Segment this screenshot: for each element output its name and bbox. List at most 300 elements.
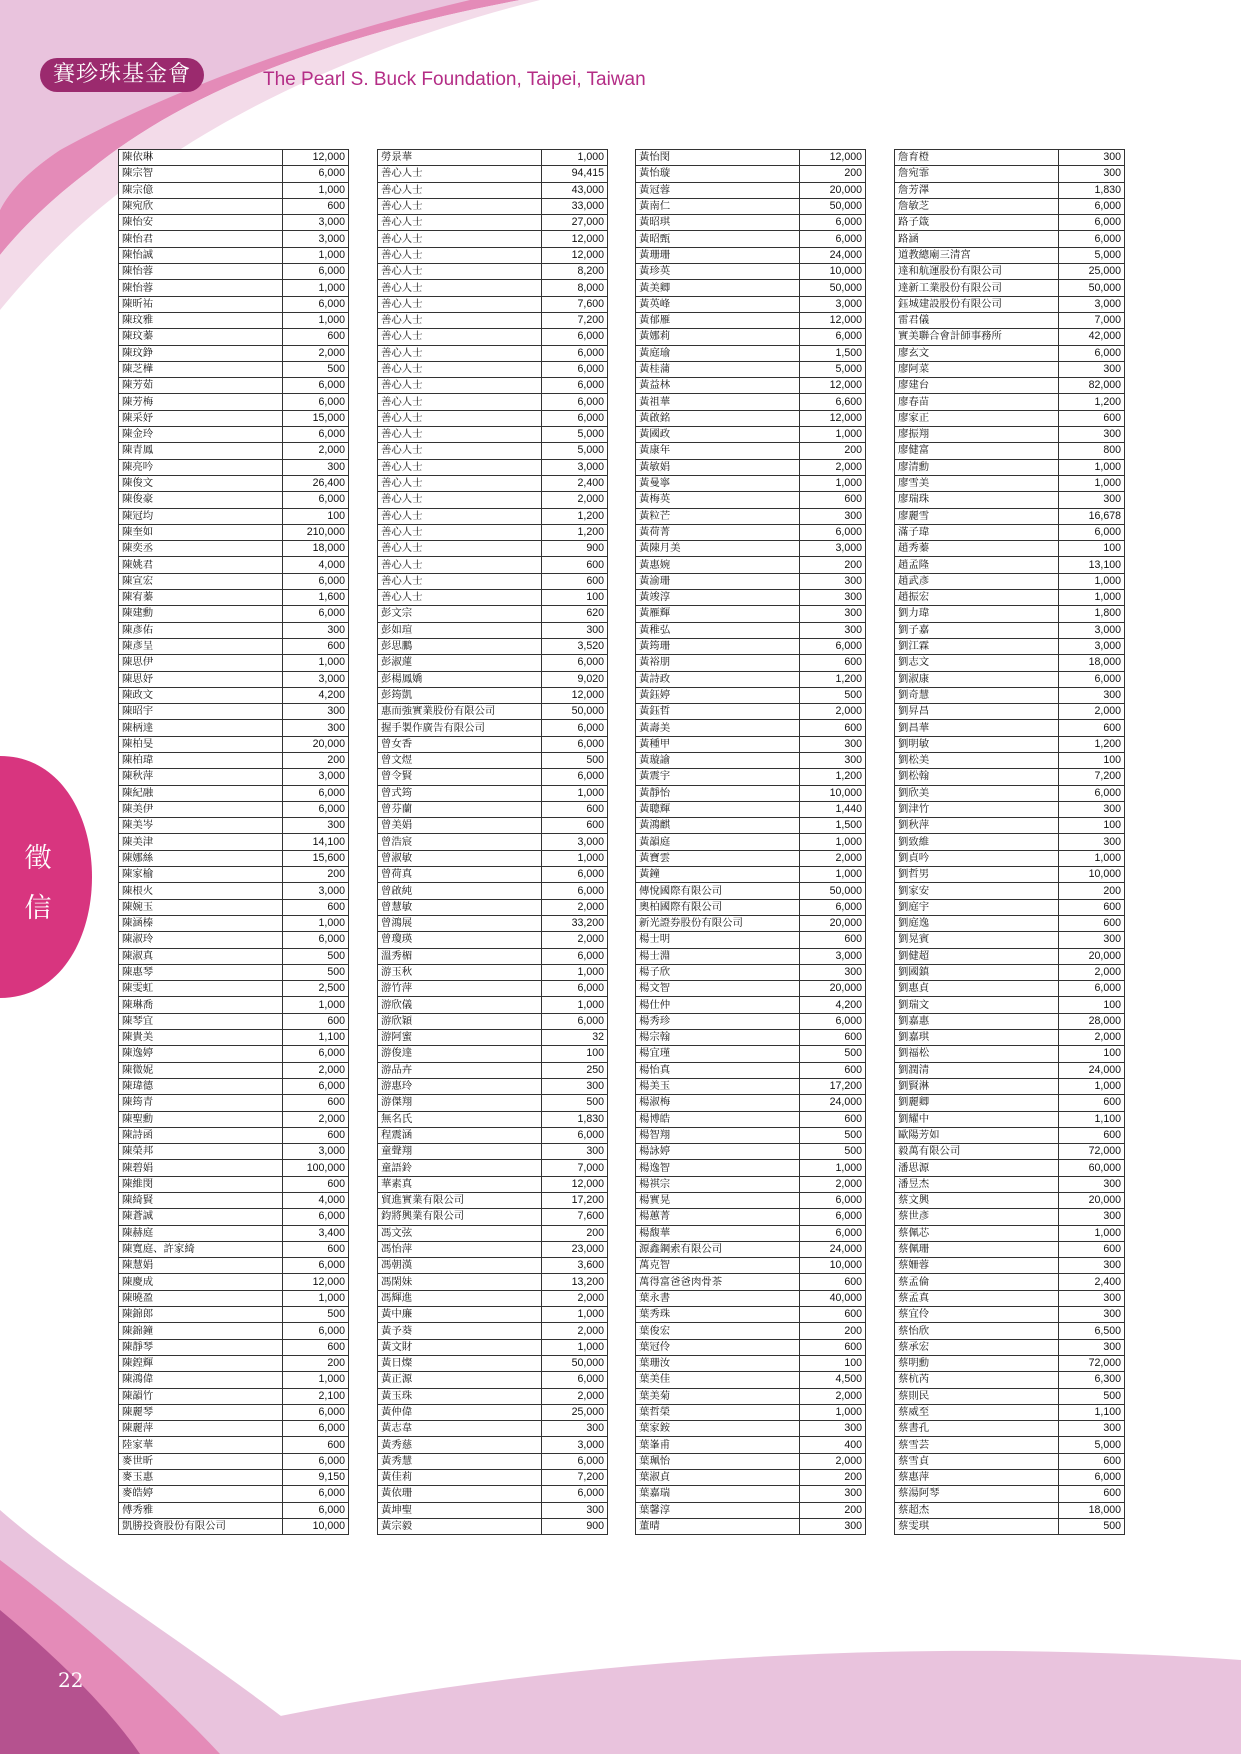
donation-amount: 1,000 bbox=[542, 1307, 608, 1323]
donor-name: 陳奎如 bbox=[119, 524, 283, 540]
donor-name: 蔡湯阿琴 bbox=[895, 1486, 1059, 1502]
donation-amount: 400 bbox=[800, 1437, 866, 1453]
donor-name: 楊智翔 bbox=[636, 1127, 800, 1143]
donation-amount: 300 bbox=[800, 736, 866, 752]
donation-amount: 1,100 bbox=[1059, 1111, 1125, 1127]
donation-amount: 100 bbox=[542, 1046, 608, 1062]
donor-name: 善心人士 bbox=[378, 475, 542, 491]
donor-name: 彭思鵬 bbox=[378, 638, 542, 654]
donor-row bbox=[378, 964, 608, 980]
donor-row bbox=[895, 1470, 1125, 1486]
donation-amount: 10,000 bbox=[1059, 867, 1125, 883]
donor-name: 廖阿菜 bbox=[895, 361, 1059, 377]
donor-row bbox=[378, 1095, 608, 1111]
donation-amount: 17,200 bbox=[800, 1078, 866, 1094]
donor-row bbox=[636, 981, 866, 997]
donation-amount: 1,000 bbox=[283, 280, 349, 296]
donor-name: 黃稚弘 bbox=[636, 622, 800, 638]
donation-amount: 6,000 bbox=[1059, 785, 1125, 801]
donation-amount: 500 bbox=[283, 964, 349, 980]
donor-row bbox=[119, 312, 349, 328]
donor-row bbox=[119, 1518, 349, 1534]
donor-row bbox=[378, 1127, 608, 1143]
donor-row bbox=[378, 427, 608, 443]
donor-row bbox=[636, 948, 866, 964]
donation-amount: 600 bbox=[800, 1274, 866, 1290]
donation-amount: 1,000 bbox=[1059, 590, 1125, 606]
donor-name: 葉淑貞 bbox=[636, 1470, 800, 1486]
donor-row bbox=[378, 981, 608, 997]
donor-row bbox=[378, 1518, 608, 1534]
donor-name: 童語鈴 bbox=[378, 1160, 542, 1176]
donation-amount: 5,000 bbox=[800, 361, 866, 377]
donation-amount: 100 bbox=[1059, 1046, 1125, 1062]
donor-row bbox=[636, 932, 866, 948]
donor-row bbox=[636, 1290, 866, 1306]
donation-amount: 6,000 bbox=[542, 1372, 608, 1388]
donor-name: 廖建台 bbox=[895, 378, 1059, 394]
donor-row bbox=[895, 1323, 1125, 1339]
donor-row bbox=[895, 850, 1125, 866]
donor-name: 趙武彥 bbox=[895, 573, 1059, 589]
donor-name: 善心人士 bbox=[378, 345, 542, 361]
donation-amount: 1,000 bbox=[283, 312, 349, 328]
donor-name: 楊詠婷 bbox=[636, 1144, 800, 1160]
donor-row bbox=[119, 1095, 349, 1111]
donor-name: 蔡宜伶 bbox=[895, 1307, 1059, 1323]
donor-name: 潘昱杰 bbox=[895, 1176, 1059, 1192]
donation-amount: 3,400 bbox=[283, 1225, 349, 1241]
donor-name: 童聲翔 bbox=[378, 1144, 542, 1160]
donor-name: 楊美玉 bbox=[636, 1078, 800, 1094]
donor-name: 陳靜琴 bbox=[119, 1339, 283, 1355]
donation-amount: 6,000 bbox=[283, 1209, 349, 1225]
donor-row bbox=[119, 1111, 349, 1127]
donation-amount: 1,000 bbox=[283, 1290, 349, 1306]
donation-amount: 6,000 bbox=[283, 573, 349, 589]
donor-name: 程震涵 bbox=[378, 1127, 542, 1143]
donor-row bbox=[119, 394, 349, 410]
donation-amount: 6,000 bbox=[542, 883, 608, 899]
donation-amount: 6,000 bbox=[283, 492, 349, 508]
donor-name: 陳怡君 bbox=[119, 231, 283, 247]
donor-name: 陳宗智 bbox=[119, 166, 283, 182]
page-number: 22 bbox=[58, 1668, 84, 1692]
donor-name: 黃志韋 bbox=[378, 1421, 542, 1437]
donor-name: 蔡姍蓉 bbox=[895, 1258, 1059, 1274]
donation-amount: 200 bbox=[542, 1225, 608, 1241]
donor-name: 楊宗翰 bbox=[636, 1030, 800, 1046]
donation-amount: 6,000 bbox=[800, 1225, 866, 1241]
donation-amount: 6,000 bbox=[1059, 671, 1125, 687]
donation-amount: 1,000 bbox=[800, 867, 866, 883]
donor-name: 黃康年 bbox=[636, 443, 800, 459]
donor-row bbox=[895, 345, 1125, 361]
donation-amount: 6,000 bbox=[283, 1078, 349, 1094]
donor-row bbox=[119, 769, 349, 785]
donation-amount: 1,000 bbox=[283, 655, 349, 671]
donor-row bbox=[119, 573, 349, 589]
donor-row bbox=[636, 508, 866, 524]
donor-name: 萬克智 bbox=[636, 1258, 800, 1274]
donor-row bbox=[378, 312, 608, 328]
donor-name: 劉健超 bbox=[895, 948, 1059, 964]
donor-name: 劉晃賓 bbox=[895, 932, 1059, 948]
donor-name: 劉麗卿 bbox=[895, 1095, 1059, 1111]
donor-row bbox=[119, 1404, 349, 1420]
donation-amount: 6,000 bbox=[542, 948, 608, 964]
donation-amount: 6,600 bbox=[800, 394, 866, 410]
donor-row bbox=[378, 182, 608, 198]
donor-name: 陳政文 bbox=[119, 687, 283, 703]
donor-row bbox=[636, 622, 866, 638]
donation-amount: 3,520 bbox=[542, 638, 608, 654]
donation-amount: 26,400 bbox=[283, 475, 349, 491]
donor-name: 黃佳莉 bbox=[378, 1470, 542, 1486]
donation-amount: 72,000 bbox=[1059, 1355, 1125, 1371]
donation-amount: 210,000 bbox=[283, 524, 349, 540]
donor-row bbox=[378, 475, 608, 491]
donor-row bbox=[119, 964, 349, 980]
donation-amount: 300 bbox=[800, 508, 866, 524]
donation-amount: 2,000 bbox=[283, 345, 349, 361]
donor-row bbox=[636, 198, 866, 214]
donor-row bbox=[636, 1062, 866, 1078]
donor-row bbox=[895, 541, 1125, 557]
donation-amount: 6,000 bbox=[542, 867, 608, 883]
donor-name: 陳思妤 bbox=[119, 671, 283, 687]
donor-row bbox=[378, 932, 608, 948]
donor-name: 黃郁雁 bbox=[636, 312, 800, 328]
donation-amount: 600 bbox=[800, 720, 866, 736]
donor-row bbox=[378, 638, 608, 654]
donor-name: 楊秀珍 bbox=[636, 1013, 800, 1029]
donation-amount: 6,000 bbox=[542, 410, 608, 426]
donation-amount: 24,000 bbox=[800, 1095, 866, 1111]
donation-amount: 2,000 bbox=[283, 1062, 349, 1078]
donor-name: 劉瑞文 bbox=[895, 997, 1059, 1013]
donor-name: 游欣穎 bbox=[378, 1013, 542, 1029]
donor-row bbox=[378, 573, 608, 589]
donor-name: 陳瑋德 bbox=[119, 1078, 283, 1094]
donor-row bbox=[895, 915, 1125, 931]
donor-row bbox=[378, 264, 608, 280]
donor-name: 傅秀雅 bbox=[119, 1502, 283, 1518]
donation-amount: 3,000 bbox=[1059, 638, 1125, 654]
donor-name: 黃日燦 bbox=[378, 1355, 542, 1371]
donor-name: 游欣儀 bbox=[378, 997, 542, 1013]
donor-row bbox=[636, 1486, 866, 1502]
donor-row bbox=[378, 1193, 608, 1209]
donor-row bbox=[636, 997, 866, 1013]
donation-amount: 2,000 bbox=[1059, 964, 1125, 980]
donor-name: 黃鴻麒 bbox=[636, 818, 800, 834]
donation-amount: 1,000 bbox=[542, 150, 608, 166]
donation-amount: 500 bbox=[283, 361, 349, 377]
donor-row bbox=[119, 1144, 349, 1160]
donor-row bbox=[378, 1013, 608, 1029]
donation-amount: 6,000 bbox=[283, 1323, 349, 1339]
donation-amount: 6,000 bbox=[542, 981, 608, 997]
donor-name: 陳宥蓁 bbox=[119, 590, 283, 606]
donor-row bbox=[119, 1078, 349, 1094]
donation-amount: 6,000 bbox=[283, 394, 349, 410]
donor-row bbox=[636, 1404, 866, 1420]
donation-amount: 43,000 bbox=[542, 182, 608, 198]
donor-name: 達和航運股份有限公司 bbox=[895, 264, 1059, 280]
donor-name: 陳玟雅 bbox=[119, 312, 283, 328]
donor-name: 陳蒼誠 bbox=[119, 1209, 283, 1225]
donation-amount: 2,000 bbox=[542, 1323, 608, 1339]
donor-name: 道教總廟三清宮 bbox=[895, 247, 1059, 263]
donor-name: 劉奇慧 bbox=[895, 687, 1059, 703]
donation-amount: 2,000 bbox=[542, 492, 608, 508]
donor-name: 陳美伊 bbox=[119, 801, 283, 817]
donor-name: 葉哲榮 bbox=[636, 1404, 800, 1420]
donation-amount: 300 bbox=[283, 720, 349, 736]
donor-row bbox=[636, 1421, 866, 1437]
donation-amount: 6,000 bbox=[283, 606, 349, 622]
donor-row bbox=[895, 1062, 1125, 1078]
donor-name: 陳娜絲 bbox=[119, 850, 283, 866]
donor-row bbox=[378, 1290, 608, 1306]
donor-name: 蔡佩珊 bbox=[895, 1241, 1059, 1257]
donor-name: 游俊達 bbox=[378, 1046, 542, 1062]
donor-row bbox=[636, 655, 866, 671]
donor-name: 陳怡誠 bbox=[119, 247, 283, 263]
donor-row bbox=[636, 1355, 866, 1371]
donor-name: 路涵 bbox=[895, 231, 1059, 247]
donor-name: 陳雯虹 bbox=[119, 981, 283, 997]
donation-amount: 7,200 bbox=[542, 312, 608, 328]
donor-row bbox=[636, 590, 866, 606]
donor-name: 蔡書孔 bbox=[895, 1421, 1059, 1437]
donation-amount: 12,000 bbox=[800, 150, 866, 166]
donor-name: 陳寬庭、許家綺 bbox=[119, 1241, 283, 1257]
donor-row bbox=[895, 1404, 1125, 1420]
donation-amount: 300 bbox=[800, 590, 866, 606]
donation-amount: 2,000 bbox=[542, 932, 608, 948]
donor-row bbox=[895, 459, 1125, 475]
donor-name: 葉冠伶 bbox=[636, 1339, 800, 1355]
donor-row bbox=[895, 215, 1125, 231]
donor-name: 蔡世彥 bbox=[895, 1209, 1059, 1225]
donor-row bbox=[895, 1013, 1125, 1029]
donor-table-4 bbox=[894, 149, 1125, 1535]
donor-name: 劉欣美 bbox=[895, 785, 1059, 801]
donor-row bbox=[378, 606, 608, 622]
donor-row bbox=[119, 215, 349, 231]
donor-name: 劉賢淋 bbox=[895, 1078, 1059, 1094]
donation-amount: 7,200 bbox=[1059, 769, 1125, 785]
donor-name: 善心人士 bbox=[378, 166, 542, 182]
donor-name: 黃鈺哲 bbox=[636, 704, 800, 720]
donor-row bbox=[119, 867, 349, 883]
donation-amount: 9,020 bbox=[542, 671, 608, 687]
donor-row bbox=[895, 818, 1125, 834]
donation-amount: 7,000 bbox=[542, 1160, 608, 1176]
donor-name: 葉峯甫 bbox=[636, 1437, 800, 1453]
donor-name: 蔡則民 bbox=[895, 1388, 1059, 1404]
donor-name: 華素真 bbox=[378, 1176, 542, 1192]
donation-amount: 6,000 bbox=[1059, 1470, 1125, 1486]
donation-amount: 3,000 bbox=[542, 834, 608, 850]
donation-amount: 12,000 bbox=[283, 150, 349, 166]
donor-name: 葉美佳 bbox=[636, 1372, 800, 1388]
donor-name: 陳錦郎 bbox=[119, 1307, 283, 1323]
donor-row bbox=[895, 361, 1125, 377]
donor-name: 陳曉盈 bbox=[119, 1290, 283, 1306]
donation-amount: 300 bbox=[800, 1518, 866, 1534]
side-tab-char-2: 信 bbox=[24, 893, 52, 924]
donation-amount: 1,000 bbox=[283, 915, 349, 931]
donor-name: 黃玉珠 bbox=[378, 1388, 542, 1404]
donation-amount: 20,000 bbox=[1059, 948, 1125, 964]
donor-name: 黃鈺婷 bbox=[636, 687, 800, 703]
donor-name: 陳亮吟 bbox=[119, 459, 283, 475]
donor-name: 陳涵榛 bbox=[119, 915, 283, 931]
donor-name: 黃惠婉 bbox=[636, 557, 800, 573]
donor-name: 黃竣淳 bbox=[636, 590, 800, 606]
donation-amount: 20,000 bbox=[800, 915, 866, 931]
donor-row bbox=[119, 638, 349, 654]
donor-name: 歐陽芳如 bbox=[895, 1127, 1059, 1143]
donor-name: 劉力瑋 bbox=[895, 606, 1059, 622]
donation-amount: 10,000 bbox=[800, 785, 866, 801]
donor-name: 滿子瑋 bbox=[895, 524, 1059, 540]
donor-row bbox=[895, 1518, 1125, 1534]
donation-amount: 6,000 bbox=[283, 1502, 349, 1518]
donation-amount: 6,000 bbox=[542, 394, 608, 410]
donation-amount: 1,800 bbox=[1059, 606, 1125, 622]
donor-name: 蔡超杰 bbox=[895, 1502, 1059, 1518]
donor-name: 馮輝進 bbox=[378, 1290, 542, 1306]
donation-amount: 3,000 bbox=[1059, 296, 1125, 312]
donation-amount: 6,000 bbox=[542, 736, 608, 752]
donor-name: 陳俊文 bbox=[119, 475, 283, 491]
donor-name: 黃裕朋 bbox=[636, 655, 800, 671]
donor-name: 善心人士 bbox=[378, 508, 542, 524]
donor-name: 黃聰輝 bbox=[636, 801, 800, 817]
donor-row bbox=[895, 1078, 1125, 1094]
donor-name: 游竹萍 bbox=[378, 981, 542, 997]
donation-amount: 6,000 bbox=[800, 329, 866, 345]
donation-amount: 6,000 bbox=[542, 361, 608, 377]
donation-amount: 1,000 bbox=[283, 247, 349, 263]
donor-row bbox=[895, 150, 1125, 166]
side-tab-char-1: 徵 bbox=[24, 843, 52, 874]
donor-row bbox=[378, 1030, 608, 1046]
donor-name: 黃祖華 bbox=[636, 394, 800, 410]
donor-row bbox=[378, 720, 608, 736]
donation-amount: 600 bbox=[542, 557, 608, 573]
donation-amount: 2,000 bbox=[800, 459, 866, 475]
donation-amount: 6,000 bbox=[800, 1013, 866, 1029]
donor-row bbox=[636, 1209, 866, 1225]
donor-row bbox=[119, 1046, 349, 1062]
donor-row bbox=[895, 997, 1125, 1013]
foundation-logo: 賽珍珠基金會 bbox=[40, 58, 204, 92]
donor-row bbox=[119, 198, 349, 214]
donation-amount: 900 bbox=[542, 541, 608, 557]
donor-row bbox=[119, 932, 349, 948]
donor-name: 陳維閔 bbox=[119, 1176, 283, 1192]
donor-name: 劉國鎮 bbox=[895, 964, 1059, 980]
donation-amount: 6,000 bbox=[800, 899, 866, 915]
donor-name: 黃美卿 bbox=[636, 280, 800, 296]
donor-name: 楊士淵 bbox=[636, 948, 800, 964]
donation-amount: 5,000 bbox=[542, 443, 608, 459]
donor-name: 廖家正 bbox=[895, 410, 1059, 426]
donor-row bbox=[895, 1095, 1125, 1111]
donation-amount: 12,000 bbox=[800, 410, 866, 426]
donor-name: 善心人士 bbox=[378, 296, 542, 312]
donor-row bbox=[119, 720, 349, 736]
donor-name: 游阿蜜 bbox=[378, 1030, 542, 1046]
donation-amount: 1,000 bbox=[542, 964, 608, 980]
donor-name: 黃種甲 bbox=[636, 736, 800, 752]
donation-amount: 6,000 bbox=[283, 378, 349, 394]
donation-amount: 12,000 bbox=[800, 312, 866, 328]
donor-row bbox=[636, 410, 866, 426]
donor-name: 善心人士 bbox=[378, 280, 542, 296]
donor-name: 劉嘉琪 bbox=[895, 1030, 1059, 1046]
donor-table-2 bbox=[377, 149, 608, 1535]
donor-row bbox=[895, 1111, 1125, 1127]
donor-row bbox=[119, 850, 349, 866]
donor-name: 馮怡萍 bbox=[378, 1241, 542, 1257]
donation-amount: 4,000 bbox=[283, 1193, 349, 1209]
donor-row bbox=[636, 720, 866, 736]
donor-name: 曾美娟 bbox=[378, 818, 542, 834]
donation-amount: 600 bbox=[283, 329, 349, 345]
donor-row bbox=[895, 198, 1125, 214]
donor-row bbox=[895, 1127, 1125, 1143]
donor-row bbox=[119, 1307, 349, 1323]
donation-amount: 1,200 bbox=[542, 524, 608, 540]
donor-name: 劉子嘉 bbox=[895, 622, 1059, 638]
donor-name: 黃坤聖 bbox=[378, 1502, 542, 1518]
donor-name: 善心人士 bbox=[378, 524, 542, 540]
donation-amount: 4,200 bbox=[283, 687, 349, 703]
donor-name: 陳昭宇 bbox=[119, 704, 283, 720]
donor-row bbox=[119, 427, 349, 443]
donor-row bbox=[119, 459, 349, 475]
donation-amount: 6,000 bbox=[283, 1046, 349, 1062]
donation-amount: 600 bbox=[1059, 720, 1125, 736]
donation-amount: 300 bbox=[1059, 1290, 1125, 1306]
donor-name: 無名氏 bbox=[378, 1111, 542, 1127]
donation-amount: 5,000 bbox=[1059, 1437, 1125, 1453]
donor-row bbox=[895, 1307, 1125, 1323]
donor-row bbox=[378, 622, 608, 638]
donor-row bbox=[636, 1176, 866, 1192]
donor-name: 達新工業股份有限公司 bbox=[895, 280, 1059, 296]
donation-amount: 33,200 bbox=[542, 915, 608, 931]
donation-amount: 40,000 bbox=[800, 1290, 866, 1306]
donation-amount: 1,000 bbox=[542, 850, 608, 866]
donation-amount: 500 bbox=[1059, 1388, 1125, 1404]
donation-amount: 6,000 bbox=[283, 1486, 349, 1502]
donor-row bbox=[895, 247, 1125, 263]
donor-name: 陳彥佑 bbox=[119, 622, 283, 638]
donor-row bbox=[378, 1062, 608, 1078]
donor-name: 陳慶成 bbox=[119, 1274, 283, 1290]
donor-row bbox=[119, 687, 349, 703]
donor-name: 詹芳澤 bbox=[895, 182, 1059, 198]
donor-name: 彭筠凱 bbox=[378, 687, 542, 703]
donor-name: 廖振翔 bbox=[895, 427, 1059, 443]
